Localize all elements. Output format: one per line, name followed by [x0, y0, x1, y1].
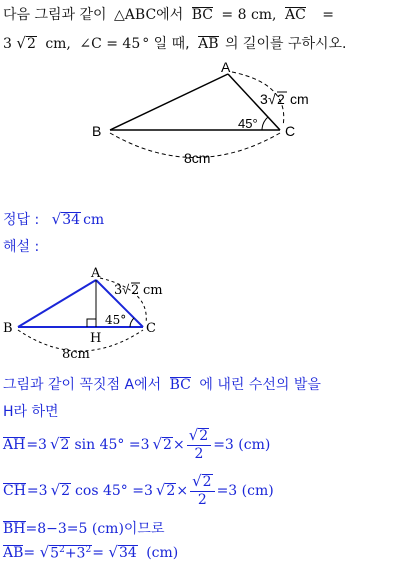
text1: 그림과 같이 꼭짓점 A에서	[3, 377, 162, 393]
ah-mid: sin 45° =3	[74, 437, 150, 453]
angle-label: 45°	[238, 116, 258, 131]
segment-ab: AB	[198, 36, 219, 52]
equation-bh	[3, 518, 164, 538]
ac-length-radical: √	[268, 91, 276, 107]
bc-length-label: 8cm	[184, 150, 211, 166]
side-ab	[110, 74, 228, 130]
ch-sqrt-1: √ 2	[50, 481, 71, 500]
text1-end: 에 내린 수선의 발을	[199, 377, 321, 393]
ac-length-unit: cm	[290, 91, 309, 107]
ch-symbol: CH	[3, 482, 26, 499]
problem-line-2	[3, 33, 347, 53]
ch-lhs: =3	[26, 483, 48, 499]
equation-ch	[3, 471, 274, 511]
fig2-ac-unit: cm	[143, 283, 163, 298]
ab-symbol: AB	[3, 545, 24, 561]
explanation-text-1	[3, 374, 321, 394]
answer-label: 정답 :	[3, 212, 40, 228]
ah-rhs: =3 (cm)	[213, 437, 271, 453]
ab-eq: =	[23, 545, 36, 561]
vertex-b-label: B	[92, 123, 102, 139]
triangle-symbol: △ABC	[114, 7, 157, 23]
ch-fraction: √ 2 2	[190, 474, 214, 507]
ac-length-coef: 3	[260, 91, 268, 107]
answer-sqrt: √ 34	[51, 210, 81, 228]
bh-korean: 이므로	[123, 521, 165, 537]
fig2-vertex-a: A	[91, 266, 101, 281]
fig2-angle-arc	[130, 318, 134, 327]
triangle-figure-1	[0, 55, 400, 170]
fig2-vertex-c: C	[146, 321, 156, 336]
ah-symbol: AH	[3, 436, 26, 453]
equation-ah	[3, 425, 270, 465]
ah-times: ×	[172, 437, 185, 453]
problem-line-1	[3, 4, 334, 24]
ch-sqrt-2: √ 2	[155, 481, 176, 500]
bh-symbol: BH	[3, 521, 26, 537]
sqrt-2: √ 2	[16, 34, 36, 52]
ac-coef: 3	[3, 36, 12, 52]
right-angle-mark	[87, 319, 96, 327]
ab-sqrt-34: √ 34	[108, 543, 137, 561]
answer-unit: cm	[83, 212, 105, 228]
bc-value: = 8 cm,	[221, 7, 277, 23]
explanation-text-2	[3, 401, 59, 421]
equation-ab	[3, 545, 178, 561]
problem-eseo: 에서	[156, 7, 184, 23]
ah-sqrt-1: √ 2	[49, 435, 70, 454]
fig2-side-ab	[18, 280, 96, 327]
explanation-label: 해설 :	[3, 239, 40, 255]
fig2-vertex-b: B	[3, 321, 13, 336]
fig2-foot-h: H	[90, 331, 102, 346]
text2: H라 하면	[3, 404, 59, 420]
fig2-angle-label: 45°	[105, 313, 127, 327]
text1-bc: BC	[169, 377, 191, 393]
problem-prefix: 다음 그림과 같이	[3, 7, 107, 23]
ah-sqrt-2: √ 2	[152, 435, 172, 454]
ac-length-radicand: 2	[277, 91, 285, 107]
ab-sqrt-sum: √ $5^2+3^2$	[39, 543, 92, 562]
angle-c: ∠C = 45	[79, 36, 141, 52]
vertex-c-label: C	[285, 123, 296, 139]
equals-sign: =	[322, 7, 334, 23]
bh-rest: =8−3=5 (cm)	[25, 521, 124, 537]
answer-row	[3, 209, 104, 229]
fig2-ac-radicand: 2	[131, 283, 140, 298]
angle-arc	[262, 117, 268, 130]
ch-times: ×	[176, 483, 189, 499]
question-end: 의 길이를 구하시오.	[224, 36, 347, 52]
angle-suffix: ° 일 때,	[142, 36, 190, 52]
segment-ac: AC	[284, 7, 306, 23]
fig2-ac-radical: √	[122, 282, 130, 297]
fig2-ac-coef: 3	[114, 283, 123, 298]
ah-fraction: √ 2 2	[187, 428, 211, 461]
segment-bc: BC	[191, 7, 213, 23]
vertex-a-label: A	[221, 59, 231, 75]
ch-mid: cos 45° =3	[75, 483, 153, 499]
ab-unit: (cm)	[146, 545, 179, 561]
triangle-figure-2	[0, 262, 400, 362]
ac-unit: cm,	[45, 36, 71, 52]
ch-rhs: =3 (cm)	[216, 483, 274, 499]
ab-eq2: =	[92, 545, 104, 561]
ah-lhs: =3	[26, 437, 47, 453]
fig2-bc-length: 8cm	[62, 347, 90, 362]
